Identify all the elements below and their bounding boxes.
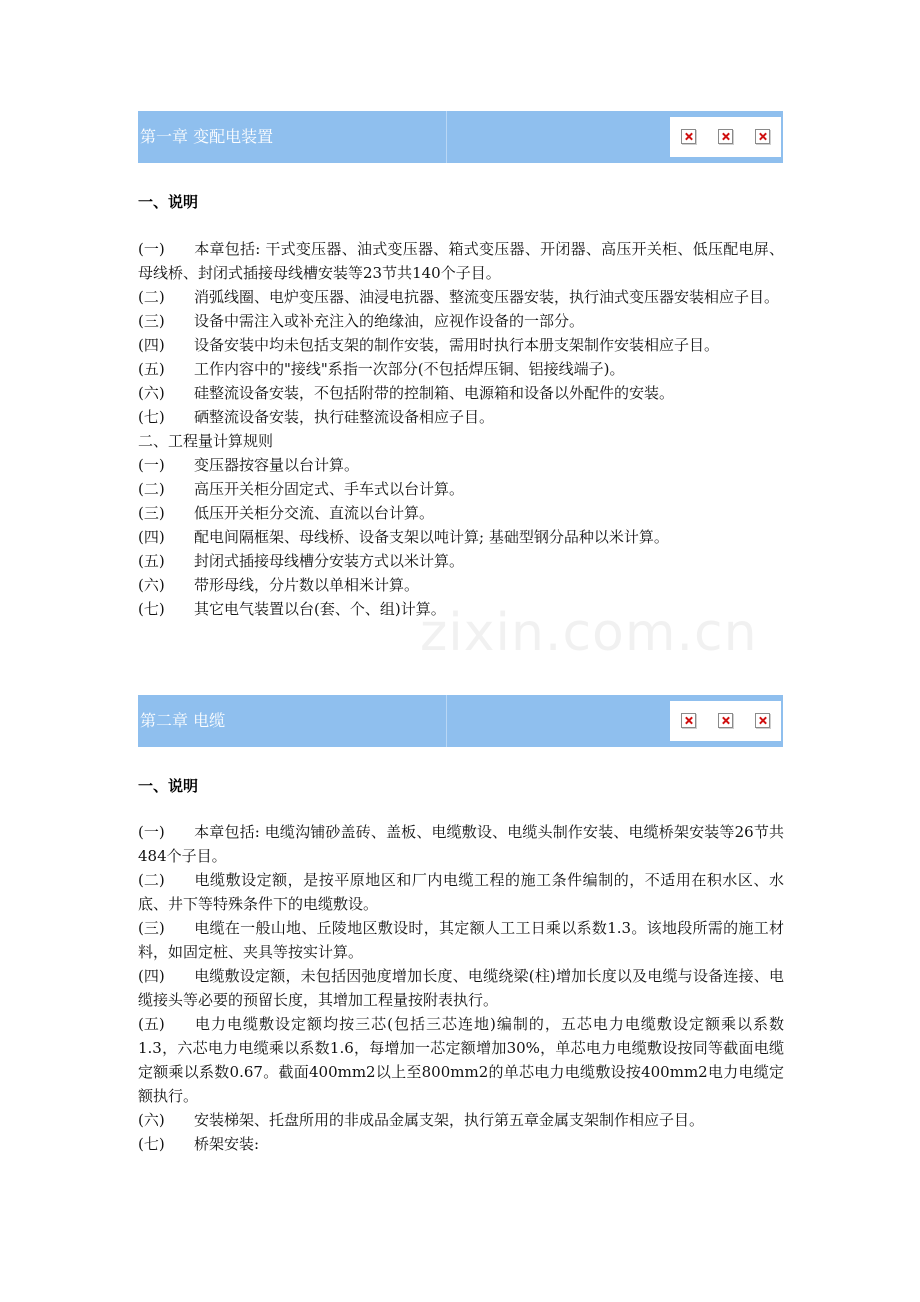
chapter-1-icon-group <box>670 117 781 157</box>
rule-item: (二) 高压开关柜分固定式、手车式以台计算。 <box>138 480 465 498</box>
list-item: (三) 电缆在一般山地、丘陵地区敷设时，其定额人工工日乘以系数1.3。该地段所需的施工材料，如固定桩、夹具等按实计算。 <box>138 919 784 961</box>
list-item: (二) 电缆敷设定额，是按平原地区和厂内电缆工程的施工条件编制的，不适用在积水区、水底、井下等特殊条件下的电缆敷设。 <box>138 871 784 913</box>
list-item: (二) 消弧线圈、电炉变压器、油浸电抗器、整流变压器安装，执行油式变压器安装相应子目。 <box>138 288 780 306</box>
chapter-2-icon-group <box>670 701 781 741</box>
list-item: (四) 电缆敷设定额，未包括因弛度增加长度、电缆绕梁(柱)增加长度以及电缆与设备连接、电缆接头等必要的预留长度，其增加工程量按附表执行。 <box>138 967 784 1009</box>
broken-image-icon <box>755 129 770 144</box>
watermark: zixin.com.cn <box>420 603 758 663</box>
chapter-1-description <box>138 237 784 621</box>
chapter-1-header <box>138 111 783 163</box>
list-item: (四) 设备安装中均未包括支架的制作安装，需用时执行本册支架制作安装相应子目。 <box>138 336 720 354</box>
chapter-1-title: 第一章 变配电装置 <box>140 127 274 146</box>
chapter-2-title: 第二章 电缆 <box>140 711 226 730</box>
list-item: (五) 工作内容中的"接线"系指一次部分(不包括焊压铜、铝接线端子)。 <box>138 360 625 378</box>
rule-item: (七) 其它电气装置以台(套、个、组)计算。 <box>138 600 446 618</box>
rule-item: (四) 配电间隔框架、母线桥、设备支架以吨计算; 基础型钢分品种以米计算。 <box>138 528 669 546</box>
header-divider <box>446 695 447 747</box>
list-item: (七) 桥架安装: <box>138 1135 260 1153</box>
broken-image-icon <box>718 129 733 144</box>
broken-image-icon <box>681 713 696 728</box>
list-item: (一) 本章包括: 电缆沟铺砂盖砖、盖板、电缆敷设、电缆头制作安装、电缆桥架安装等26节共484个子目。 <box>138 823 784 865</box>
chapter-1-heading: 一、说明 <box>138 193 199 211</box>
rules-heading: 二、工程量计算规则 <box>138 432 274 450</box>
broken-image-icon <box>681 129 696 144</box>
chapter-2-header <box>138 695 783 747</box>
chapter-2-heading: 一、说明 <box>138 777 199 795</box>
rule-item: (六) 带形母线，分片数以单相米计算。 <box>138 576 420 594</box>
rule-item: (三) 低压开关柜分交流、直流以台计算。 <box>138 504 435 522</box>
list-item: (六) 安装梯架、托盘所用的非成品金属支架，执行第五章金属支架制作相应子目。 <box>138 1111 705 1129</box>
list-item: (七) 硒整流设备安装，执行硅整流设备相应子目。 <box>138 408 495 426</box>
broken-image-icon <box>718 713 733 728</box>
rule-item: (一) 变压器按容量以台计算。 <box>138 456 360 474</box>
header-divider <box>446 111 447 163</box>
list-item: (五) 电力电缆敷设定额均按三芯(包括三芯连地)编制的，五芯电力电缆敷设定额乘以系数1.3，六芯电力电缆乘以系数1.6，每增加一芯定额增加30%，单芯电力电缆敷设按同等截面电缆定额乘以系数0.67。截面400mm2以上至800mm2的单芯电力电缆敷设按400mm2电力电缆定额执行。 <box>138 1015 784 1105</box>
rule-item: (五) 封闭式插接母线槽分安装方式以米计算。 <box>138 552 465 570</box>
broken-image-icon <box>755 713 770 728</box>
chapter-2-description <box>138 820 784 1156</box>
list-item: (六) 硅整流设备安装，不包括附带的控制箱、电源箱和设备以外配件的安装。 <box>138 384 675 402</box>
list-item: (三) 设备中需注入或补充注入的绝缘油，应视作设备的一部分。 <box>138 312 585 330</box>
list-item: (一) 本章包括: 干式变压器、油式变压器、箱式变压器、开闭器、高压开关柜、低压配电屏、母线桥、封闭式插接母线槽安装等23节共140个子目。 <box>138 240 784 282</box>
